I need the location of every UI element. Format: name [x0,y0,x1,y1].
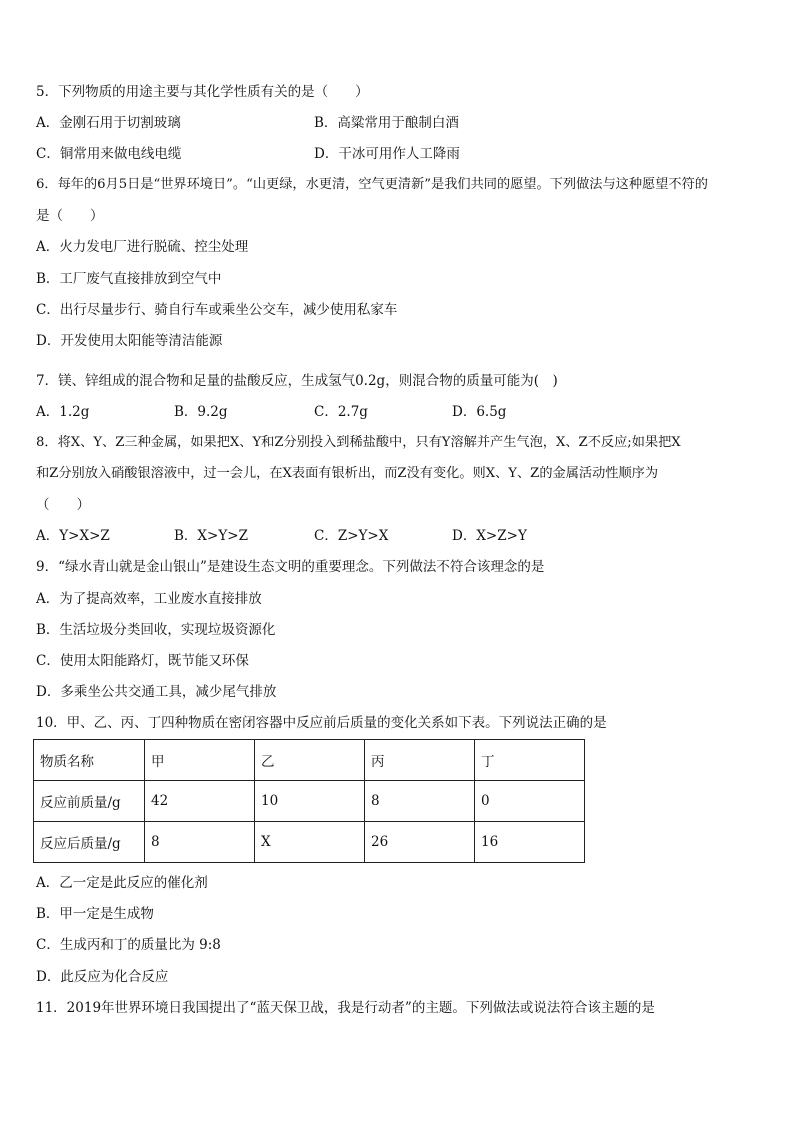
q5-option-a: A．金刚石用于切割玻璃 [36,115,181,131]
table-cell: 丁 [475,740,585,781]
q7-stem: 7．镁、锌组成的混合物和足量的盐酸反应，生成氢气0.2g，则混合物的质量可能为( ) [36,373,558,389]
table-cell: 丙 [365,740,475,781]
table-cell: 反应前质量/g [34,781,145,822]
table-cell: 反应后质量/g [34,822,145,863]
q10-option-a: A．乙一定是此反应的催化剂 [36,875,208,891]
q8-stem-line2: 和Z分别放入硝酸银溶液中，过一会儿，在X表面有银析出，而Z没有变化。则X、Y、Z的金属活动性顺序为 [36,466,659,481]
table-cell: 0 [475,781,585,822]
q6-option-c: C．出行尽量步行、骑自行车或乘坐公交车，减少使用私家车 [36,302,398,318]
q10-stem: 10．甲、乙、丙、丁四种物质在密闭容器中反应前后质量的变化关系如下表。下列说法正确的是 [36,715,607,731]
table-cell: 物质名称 [34,740,145,781]
table-cell: X [255,822,365,863]
q10-option-c: C．生成丙和丁的质量比为 9:8 [36,937,221,953]
table-cell: 乙 [255,740,365,781]
q8-option-b: B．X>Y>Z [174,528,248,544]
q7-option-b: B．9.2g [174,404,228,420]
q8-stem-line1: 8．将X、Y、Z三种金属，如果把X、Y和Z分别投入到稀盐酸中，只有Y溶解并产生气泡，X、Z不反应;如果把X [36,435,681,450]
q9-option-c: C．使用太阳能路灯，既节能又环保 [36,653,249,669]
q10-option-d: D．此反应为化合反应 [36,969,169,985]
table-row [34,781,585,822]
table-cell: 16 [475,822,585,863]
table-cell: 26 [365,822,475,863]
q11-stem: 11．2019年世界环境日我国提出了“蓝天保卫战，我是行动者”的主题。下列做法或说法符合该主题的是 [36,1000,655,1016]
q7-option-a: A．1.2g [36,404,90,420]
q9-option-b: B．生活垃圾分类回收，实现垃圾资源化 [36,622,276,638]
q8-stem-line3: （ ） [36,497,90,513]
q5-option-b: B．高粱常用于酿制白酒 [314,115,459,131]
q6-stem-line1: 6．每年的6月5日是“世界环境日”。“山更绿，水更清，空气更清新”是我们共同的愿望。下列做法与这种愿望不符的 [36,177,708,192]
table-cell: 8 [145,822,255,863]
q8-option-c: C．Z>Y>X [314,528,389,544]
q10-mass-table [33,739,585,863]
q9-option-d: D．多乘坐公共交通工具，减少尾气排放 [36,684,277,700]
q7-option-c: C．2.7g [314,404,368,420]
q9-option-a: A．为了提高效率，工业废水直接排放 [36,591,262,607]
table-row [34,740,585,781]
q9-stem: 9．“绿水青山就是金山银山”是建设生态文明的重要理念。下列做法不符合该理念的是 [36,559,545,575]
q8-option-a: A．Y>X>Z [36,528,110,544]
table-cell: 10 [255,781,365,822]
q8-option-d: D．X>Z>Y [452,528,527,544]
table-cell: 42 [145,781,255,822]
q6-option-a: A．火力发电厂进行脱硫、控尘处理 [36,239,249,255]
q7-option-d: D．6.5g [452,404,507,420]
q10-option-b: B．甲一定是生成物 [36,906,154,922]
q5-option-d: D．干冰可用作人工降雨 [314,146,460,162]
q5-option-c: C．铜常用来做电线电缆 [36,146,182,162]
q6-option-d: D．开发使用太阳能等清洁能源 [36,333,223,349]
table-cell: 8 [365,781,475,822]
table-row [34,822,585,863]
q6-stem-line2: 是（ ） [36,208,104,224]
table-cell: 甲 [145,740,255,781]
q6-option-b: B．工厂废气直接排放到空气中 [36,271,222,287]
q5-stem: 5．下列物质的用途主要与其化学性质有关的是（ ） [36,84,369,100]
